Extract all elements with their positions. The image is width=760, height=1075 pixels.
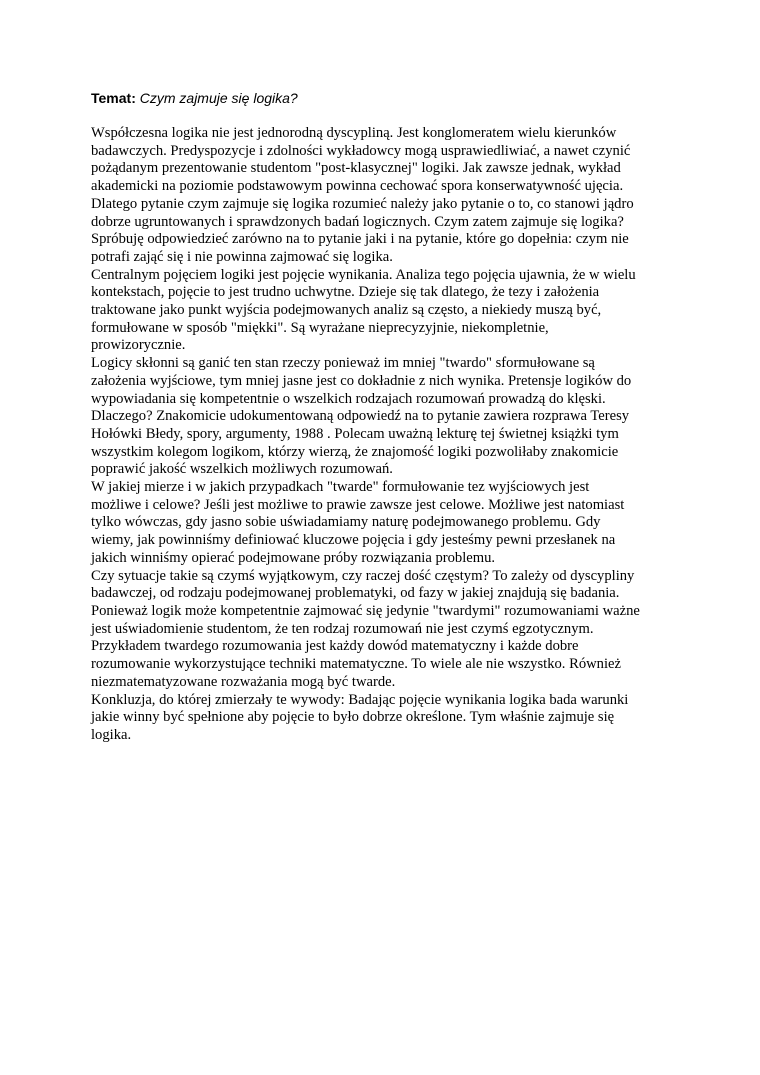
text-line: jakich winniśmy opierać podejmowane próby rozwiązania problemu. — [91, 549, 496, 566]
text-line: jest uświadomienie studentom, że ten rodzaj rozumowań nie jest czymś egzotycznym. — [91, 620, 594, 637]
text-line: traktowane jako punkt wyjścia podejmowanych analiz są często, a niekiedy muszą być, — [91, 302, 602, 319]
text-line: Centralnym pojęciem logiki jest pojęcie wynikania. Analiza tego pojęcia ujawnia, że w wielu — [91, 266, 636, 283]
text-line: badawczych. Predyspozycje i zdolności wykładowcy mogą usprawiedliwiać, a nawet czynić — [91, 142, 631, 159]
text-line: Przykładem twardego rozumowania jest każdy dowód matematyczny i każde dobre — [91, 638, 579, 655]
text-line: Logicy skłonni są ganić ten stan rzeczy ponieważ im mniej "twardo" sformułowane są — [91, 355, 595, 372]
text-line: Dlatego pytanie czym zajmuje się logika rozumieć należy jako pytanie o to, co stanowi jądro — [91, 195, 634, 212]
text-line: Współczesna logika nie jest jednorodną dyscypliną. Jest konglomeratem wielu kierunków — [91, 125, 617, 141]
text-line: formułowane w sposób "miękki". Są wyrażane nieprecyzyjnie, niekompletnie, — [91, 319, 549, 336]
text-line: wszystkim kolegom logikom, którzy wierzą, że znajomość logiki pozwoliłaby znakomicie — [91, 443, 619, 460]
text-line: akademicki na poziomie podstawowym powinna cechować spora konserwatywność ujęcia. — [91, 178, 624, 195]
text-line: Dlaczego? Znakomicie udokumentowaną odpowiedź na to pytanie zawiera rozprawa Teresy — [91, 408, 630, 425]
text-line: Ponieważ logik może kompetentnie zajmować się jedynie "twardymi" rozumowaniami ważne — [91, 602, 640, 619]
text-line: założenia wyjściowe, tym mniej jasne jest co dokładnie z nich wynika. Pretensje logików do — [91, 372, 632, 389]
text-line: wypowiadania się kompetentnie o wszelkich rodzajach rozumowań prowadzą do klęski. — [91, 390, 606, 407]
text-line: logika. — [91, 726, 132, 743]
text-line: W jakiej mierze i w jakich przypadkach "twarde" formułowanie tez wyjściowych jest — [91, 479, 590, 496]
document-title — [91, 90, 298, 106]
text-line: Hołówki Błedy, spory, argumenty, 1988 . Polecam uważną lekturę tej świetnej książki tym — [91, 425, 619, 442]
text-line: niezmatematyzowane rozważania mogą być twarde. — [91, 673, 396, 690]
title-topic: Czym zajmuje się logika? — [139, 90, 298, 106]
text-line: wiemy, jak powinniśmy definiować kluczowe pojęcia i gdy jesteśmy pewni przesłanek na — [91, 532, 616, 549]
text-line: kontekstach, pojęcie to jest trudno uchwytne. Dzieje się tak dlatego, że tezy i założenia — [91, 284, 600, 301]
text-line: rozumowanie wykorzystujące techniki matematyczne. To wiele ale nie wszystko. Również — [91, 656, 621, 673]
text-line: jakie winny być spełnione aby pojęcie to było dobrze określone. Tym właśnie zajmuje się — [91, 709, 615, 726]
document-body — [91, 125, 671, 745]
text-line: Czy sytuacje takie są czymś wyjątkowym, czy raczej dość częstym? To zależy od dyscypliny — [91, 567, 635, 584]
text-line: potrafi zająć się i nie powinna zajmować się logika. — [91, 248, 393, 265]
text-line: tylko wówczas, gdy jasno sobie uświadamiamy naturę podejmowanego problemu. Gdy — [91, 514, 601, 531]
text-line: Spróbuję odpowiedzieć zarówno na to pytanie jaki i na pytanie, które go dopełnia: czym nie — [91, 231, 629, 248]
text-line: Konkluzja, do której zmierzały te wywody: Badając pojęcie wynikania logika bada warunki — [91, 691, 629, 708]
text-line: prowizorycznie. — [91, 337, 186, 354]
text-line: dobrze ugruntowanych i sprawdzonych badań logicznych. Czym zatem zajmuje się logika? — [91, 213, 624, 230]
text-line: poprawić jakość wszelkich możliwych rozumowań. — [91, 461, 393, 478]
text-line: pożądanym prezentowanie studentom "post-klasycznej" logiki. Jak zawsze jednak, wykład — [91, 160, 621, 177]
text-line: badawczej, od rodzaju podejmowanej problematyki, od fazy w jakiej znajdują się badania. — [91, 585, 620, 602]
text-line: możliwe i celowe? Jeśli jest możliwe to prawie zawsze jest celowe. Możliwe jest natomiast — [91, 496, 625, 513]
title-label: Temat: — [91, 90, 136, 106]
